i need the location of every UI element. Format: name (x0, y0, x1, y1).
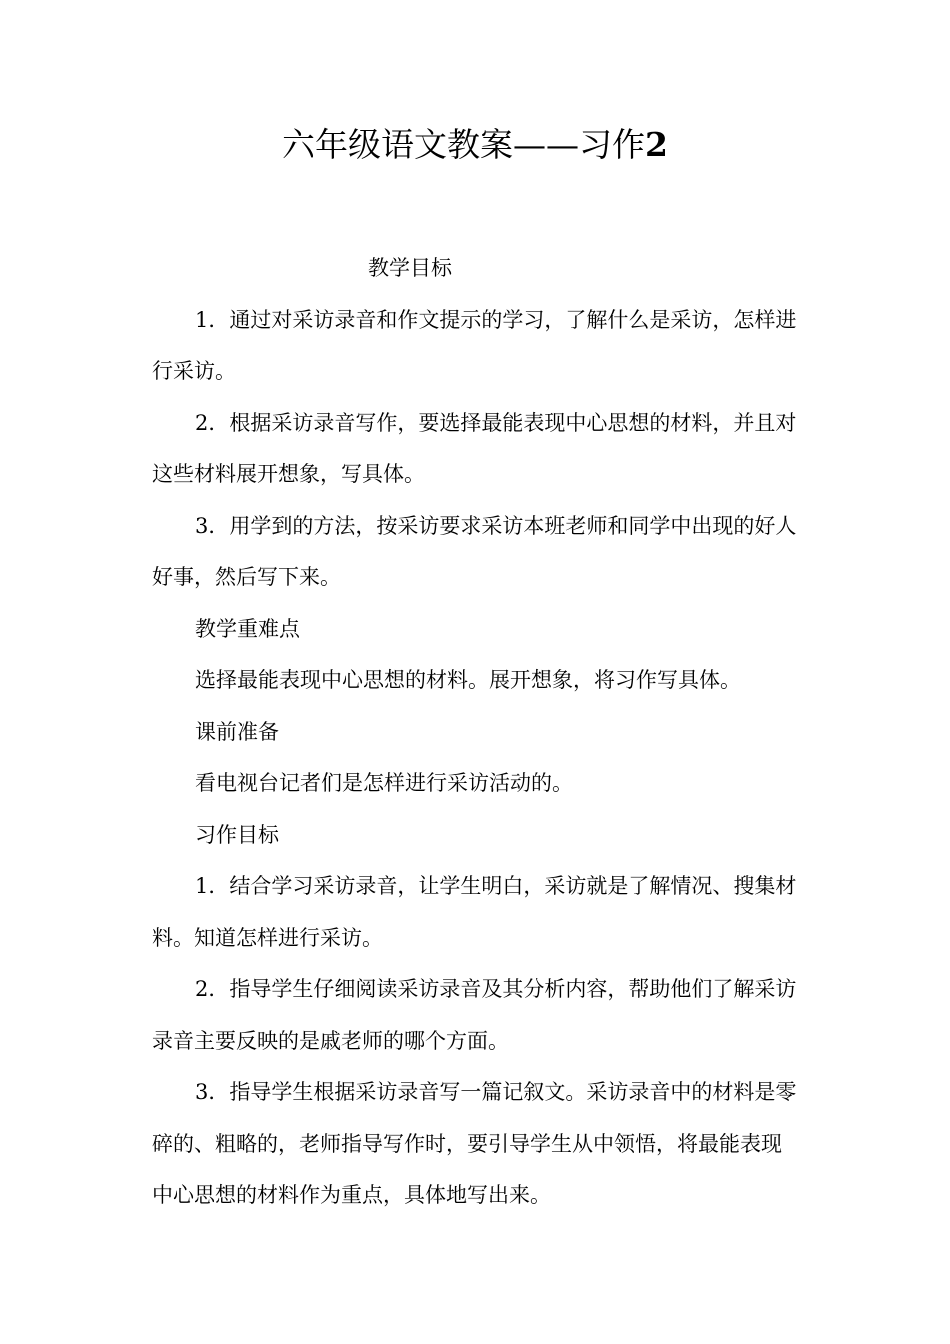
writing-goal-item: 1．结合学习采访录音，让学生明白，采访就是了解情况、搜集材料。知道怎样进行采访。 (152, 874, 797, 950)
teaching-goal-item: 2．根据采访录音写作，要选择最能表现中心思想的材料，并且对这些材料展开想象，写具体。 (152, 410, 797, 486)
title-text: 六年级语文教案——习作 (282, 125, 646, 164)
section-heading-key-difficulties: 教学重难点 (195, 616, 300, 641)
key-difficulties-text: 选择最能表现中心思想的材料。展开想象，将习作写具体。 (195, 668, 741, 692)
writing-goal-item: 3．指导学生根据采访录音写一篇记叙文。采访录音中的材料是零碎的、粗略的，老师指导写作时，要引导学生从中领悟，将最能表现中心思想的材料作为重点，具体地写出来。 (152, 1080, 797, 1207)
writing-goal-item: 2．指导学生仔细阅读采访录音及其分析内容，帮助他们了解采访录音主要反映的是戚老师的哪个方面。 (152, 977, 797, 1053)
document-title (0, 122, 950, 168)
teaching-goal-item: 1．通过对采访录音和作文提示的学习，了解什么是采访，怎样进行采访。 (152, 307, 797, 383)
document-body (152, 243, 800, 1222)
preparation-text: 看电视台记者们是怎样进行采访活动的。 (195, 771, 573, 795)
section-heading-writing-goals: 习作目标 (195, 822, 279, 847)
teaching-goal-item: 3．用学到的方法，按采访要求采访本班老师和同学中出现的好人好事，然后写下来。 (152, 513, 797, 589)
title-number: 2 (645, 125, 668, 164)
section-heading-preparation: 课前准备 (195, 719, 279, 744)
section-heading-teaching-goals: 教学目标 (368, 256, 452, 280)
